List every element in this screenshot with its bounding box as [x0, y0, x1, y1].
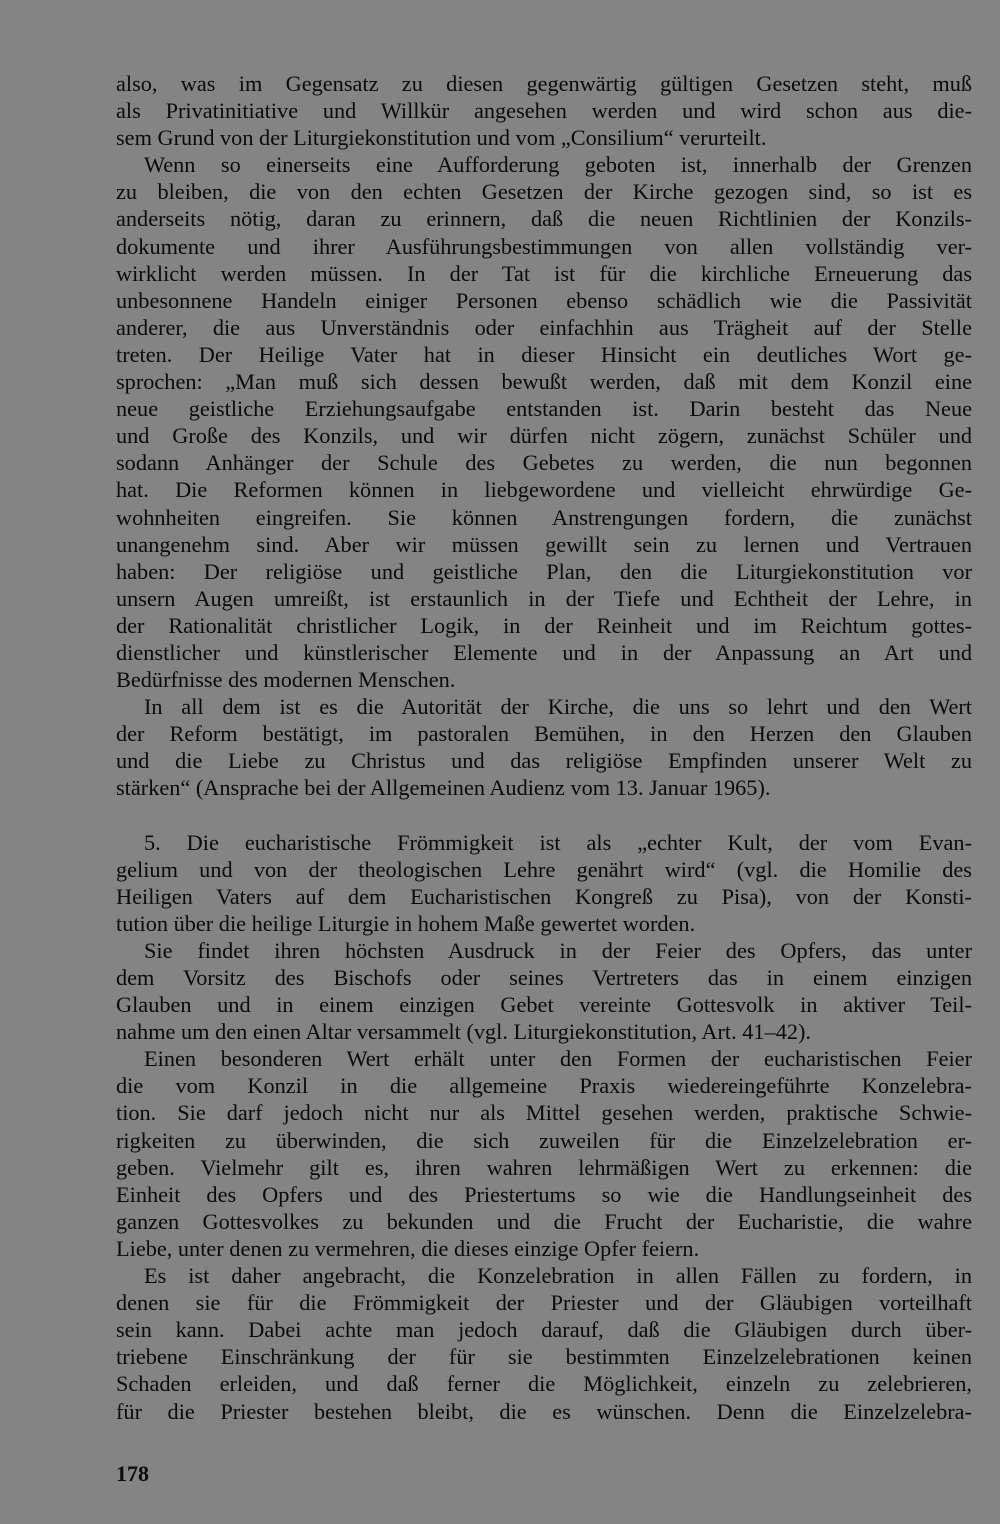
- text-line: und die Liebe zu Christus und das religiöse Empfinden unserer Welt zu: [116, 748, 972, 774]
- text-line: hat. Die Reformen können in liebgewordene und vielleicht ehrwürdige Ge-: [116, 477, 972, 503]
- paragraph: [116, 1045, 972, 1262]
- text-line: zu bleiben, die von den echten Gesetzen der Kirche gezogen sind, so ist es: [116, 179, 972, 205]
- text-line: rigkeiten zu überwinden, die sich zuweilen für die Einzelzelebration er-: [116, 1127, 972, 1153]
- paragraph: [116, 151, 972, 693]
- text-line: unbesonnene Handeln einiger Personen ebenso schädlich wie die Passivität: [116, 287, 972, 313]
- text-line: tion. Sie darf jedoch nicht nur als Mittel gesehen werden, praktische Schwie-: [116, 1100, 972, 1126]
- text-line: also, was im Gegensatz zu diesen gegenwärtig gültigen Gesetzen steht, muß: [116, 71, 972, 96]
- text-line: dokumente und ihrer Ausführungsbestimmungen von allen vollständig ver-: [116, 233, 972, 259]
- text-line: dienstlicher und künstlerischer Elemente und in der Anpassung an Art und: [116, 639, 972, 665]
- text-line: haben: Der religiöse und geistliche Plan, den die Liturgiekonstitution vor: [116, 558, 972, 584]
- text-line: Liebe, unter denen zu vermehren, die dieses einzige Opfer feiern.: [116, 1235, 700, 1261]
- text-line: wohnheiten eingreifen. Sie können Anstrengungen fordern, die zunächst: [116, 504, 972, 530]
- page-number: 178: [116, 1461, 149, 1486]
- page-body: [116, 70, 972, 1425]
- text-line: dem Vorsitz des Bischofs oder seines Vertreters das in einem einzigen: [116, 965, 972, 990]
- text-line: der Reform bestätigt, im pastoralen Bemühen, in den Herzen den Glauben: [116, 721, 972, 747]
- text-line: sprochen: „Man muß sich dessen bewußt werden, daß mit dem Konzil eine: [116, 369, 972, 395]
- text-line: anderer, die aus Unverständnis oder einfachhin aus Trägheit auf der Stelle: [116, 314, 972, 340]
- text-line: sein kann. Dabei achte man jedoch darauf, daß die Gläubigen durch über-: [116, 1317, 972, 1343]
- text-line: sem Grund von der Liturgiekonstitution und vom „Consilium“ verurteilt.: [116, 125, 767, 151]
- text-line: Sie findet ihren höchsten Ausdruck in der Feier des Opfers, das unter: [144, 937, 972, 963]
- text-line: Glauben und in einem einzigen Gebet vereinte Gottesvolk in aktiver Teil-: [116, 992, 972, 1018]
- text-line: anderseits nötig, daran zu erinnern, daß die neuen Richtlinien der Konzils-: [116, 206, 972, 232]
- text-line: ganzen Gottesvolkes zu bekunden und die Frucht der Eucharistie, die wahre: [116, 1208, 972, 1234]
- text-line: gelium und von der theologischen Lehre genährt wird“ (vgl. die Homilie des: [116, 856, 972, 882]
- text-line: Einheit des Opfers und des Priestertums so wie die Handlungseinheit des: [116, 1181, 972, 1207]
- text-line: Heiligen Vaters auf dem Eucharistischen Kongreß zu Pisa), von der Konsti-: [116, 883, 972, 909]
- paragraph: [116, 1262, 972, 1425]
- text-line: neue geistliche Erziehungsaufgabe entstanden ist. Darin besteht das Neue: [116, 396, 972, 422]
- text-line: Es ist daher angebracht, die Konzelebration in allen Fällen zu fordern, in: [144, 1263, 972, 1289]
- text-line: 5. Die eucharistische Frömmigkeit ist als „echter Kult, der vom Evan-: [144, 829, 972, 855]
- text-line: wirklicht werden müssen. In der Tat ist für die kirchliche Erneuerung das: [116, 260, 972, 286]
- text-line: die vom Konzil in die allgemeine Praxis wiedereingeführte Konzelebra-: [116, 1073, 972, 1099]
- text-line: stärken“ (Ansprache bei der Allgemeinen Audienz vom 13. Januar 1965).: [116, 775, 771, 801]
- text-line: nahme um den einen Altar versammelt (vgl. Liturgiekonstitution, Art. 41–42).: [116, 1019, 812, 1045]
- paragraph-gap: [116, 802, 972, 829]
- text-line: In all dem ist es die Autorität der Kirche, die uns so lehrt und den Wert: [144, 694, 972, 720]
- paragraph: [116, 829, 972, 937]
- text-line: tution über die heilige Liturgie in hohem Maße gewertet worden.: [116, 910, 696, 936]
- text-line: triebene Einschränkung der für sie bestimmten Einzelzelebrationen keinen: [116, 1344, 972, 1370]
- text-line: sodann Anhänger der Schule des Gebetes zu werden, die nun begonnen: [116, 450, 972, 476]
- text-line: Einen besonderen Wert erhält unter den Formen der eucharistischen Feier: [144, 1046, 972, 1072]
- paragraph: [116, 937, 972, 1045]
- text-line: treten. Der Heilige Vater hat in dieser Hinsicht ein deutliches Wort ge-: [116, 341, 972, 367]
- text-line: Bedürfnisse des modernen Menschen.: [116, 667, 456, 693]
- text-line: unsern Augen umreißt, ist erstaunlich in der Tiefe und Echtheit der Lehre, in: [116, 585, 972, 611]
- text-line: der Rationalität christlicher Logik, in der Reinheit und im Reichtum gottes-: [116, 612, 972, 638]
- paragraph: [116, 693, 972, 801]
- text-line: und Große des Konzils, und wir dürfen nicht zögern, zunächst Schüler und: [116, 423, 972, 449]
- paragraph: [116, 70, 972, 151]
- text-line: unangenehm sind. Aber wir müssen gewillt sein zu lernen und Vertrauen: [116, 531, 972, 557]
- text-line: denen sie für die Frömmigkeit der Priester und der Gläubigen vorteilhaft: [116, 1290, 972, 1316]
- text-line: als Privatinitiative und Willkür angesehen werden und wird schon aus die-: [116, 98, 972, 124]
- text-line: Schaden erleiden, und daß ferner die Möglichkeit, einzeln zu zelebrieren,: [116, 1371, 972, 1397]
- text-line: geben. Vielmehr gilt es, ihren wahren lehrmäßigen Wert zu erkennen: die: [116, 1154, 972, 1180]
- text-line: Wenn so einerseits eine Aufforderung geboten ist, innerhalb der Grenzen: [144, 152, 972, 178]
- text-line: für die Priester bestehen bleibt, die es wünschen. Denn die Einzelzelebra-: [116, 1398, 972, 1424]
